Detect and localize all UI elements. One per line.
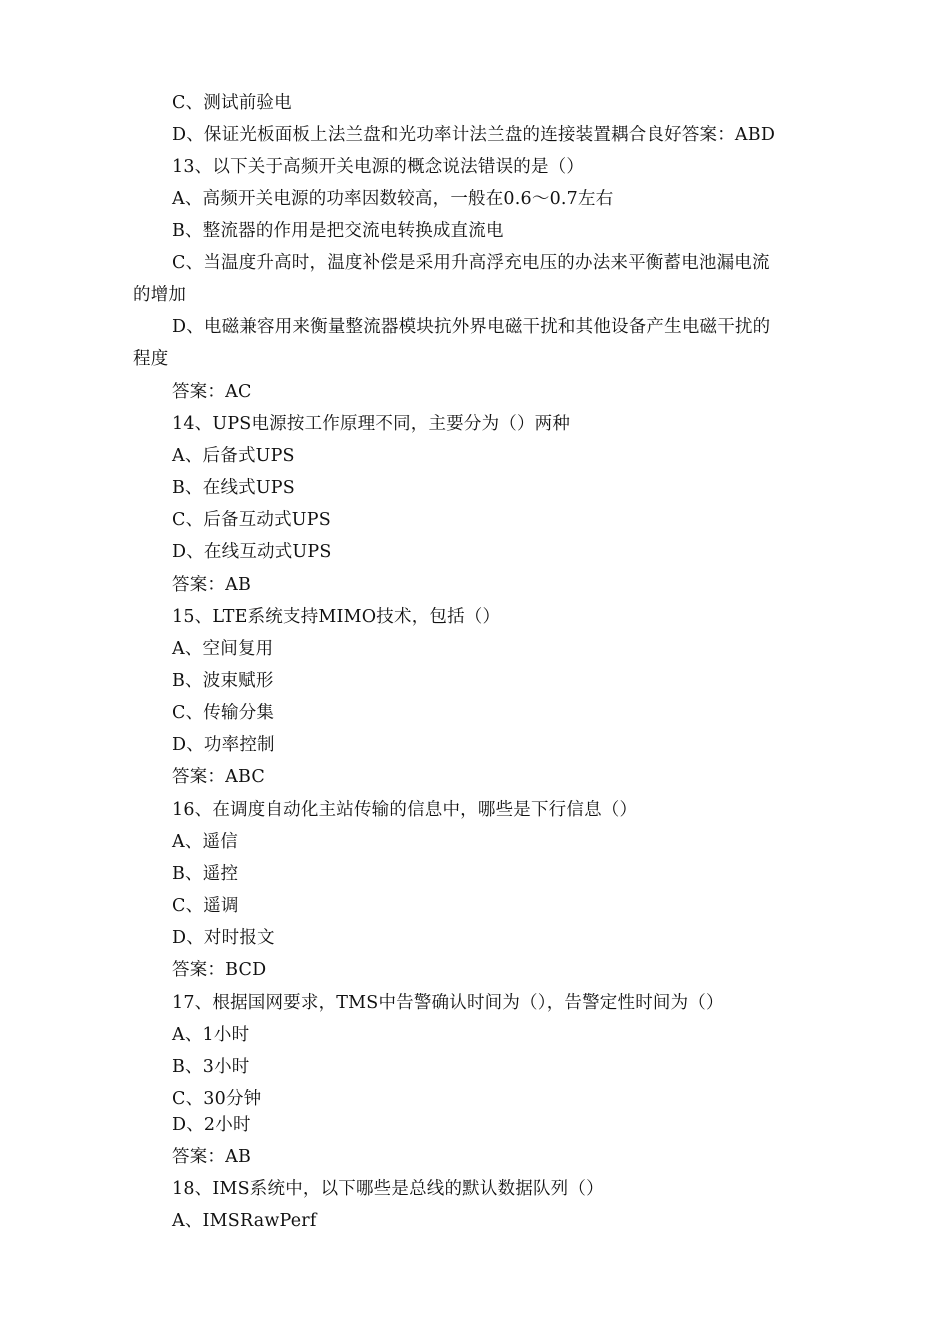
answer-line: 答案：AC xyxy=(172,382,252,402)
question-16: 16、在调度自动化主站传输的信息中，哪些是下行信息（） xyxy=(172,800,638,820)
option-line: D、2小时 xyxy=(172,1115,251,1135)
option-line: C、当温度升高时，温度补偿是采用升高浮充电压的办法来平衡蓄电池漏电流 xyxy=(172,253,770,273)
option-line: D、功率控制 xyxy=(172,735,275,755)
option-line: C、遥调 xyxy=(172,896,239,916)
option-line: C、30分钟 xyxy=(172,1089,262,1109)
option-line: A、后备式UPS xyxy=(172,446,295,466)
option-line: B、在线式UPS xyxy=(172,478,295,498)
option-line: B、遥控 xyxy=(172,864,239,884)
answer-line: 答案：ABC xyxy=(172,767,265,787)
question-15: 15、LTE系统支持MIMO技术，包括（） xyxy=(172,607,501,627)
option-line: B、波束赋形 xyxy=(172,671,274,691)
option-line: A、高频开关电源的功率因数较高，一般在0.6～0.7左右 xyxy=(172,189,614,209)
option-line: C、传输分集 xyxy=(172,703,275,723)
option-line: B、3小时 xyxy=(172,1057,250,1077)
option-line-continued: 的增加 xyxy=(133,285,187,305)
option-line-with-answer: D、保证光板面板上法兰盘和光功率计法兰盘的连接装置耦合良好答案：ABD xyxy=(172,125,776,145)
question-17: 17、根据国网要求，TMS中告警确认时间为（），告警定性时间为（） xyxy=(172,993,724,1013)
option-line: C、后备互动式UPS xyxy=(172,510,331,530)
option-line: D、电磁兼容用来衡量整流器模块抗外界电磁干扰和其他设备产生电磁干扰的 xyxy=(172,317,771,337)
option-line: D、对时报文 xyxy=(172,928,275,948)
option-line-continued: 程度 xyxy=(133,349,169,369)
option-line: D、在线互动式UPS xyxy=(172,542,332,562)
option-line: A、1小时 xyxy=(172,1025,250,1045)
answer-line: 答案：BCD xyxy=(172,960,267,980)
option-line: A、遥信 xyxy=(172,832,238,852)
answer-line: 答案：AB xyxy=(172,1147,251,1167)
option-line: A、IMSRawPerf xyxy=(172,1211,317,1231)
question-14: 14、UPS电源按工作原理不同，主要分为（）两种 xyxy=(172,414,571,434)
option-line: B、整流器的作用是把交流电转换成直流电 xyxy=(172,221,504,241)
option-line: A、空间复用 xyxy=(172,639,274,659)
option-line: C、测试前验电 xyxy=(172,93,292,113)
question-18: 18、IMS系统中，以下哪些是总线的默认数据队列（） xyxy=(172,1179,604,1199)
question-13: 13、以下关于高频开关电源的概念说法错误的是（） xyxy=(172,157,585,177)
answer-line: 答案：AB xyxy=(172,575,251,595)
